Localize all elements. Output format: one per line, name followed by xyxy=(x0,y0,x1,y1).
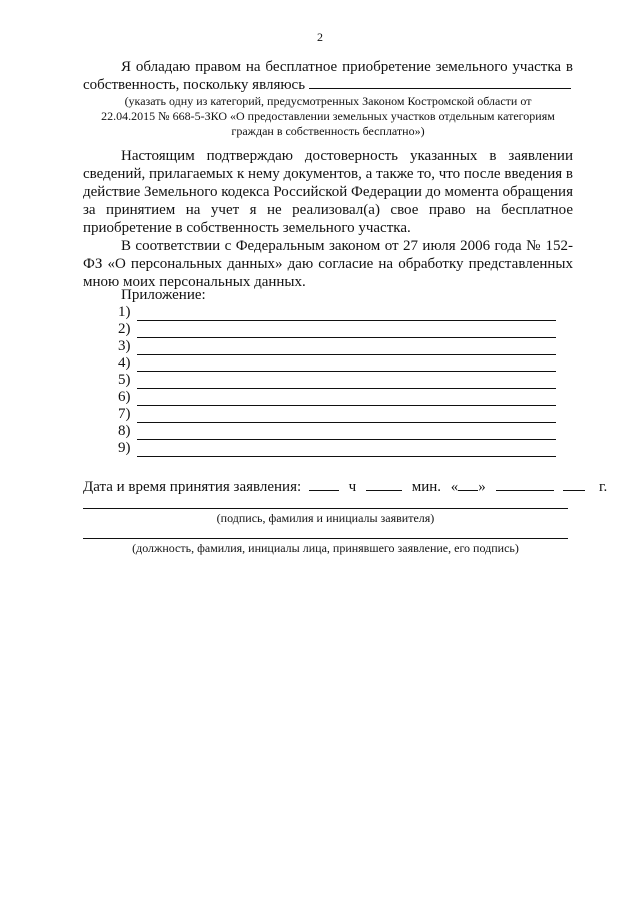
applicant-signature-caption: (подпись, фамилия и инициалы заявителя) xyxy=(216,511,435,525)
personal-data-paragraph xyxy=(83,237,573,291)
attachment-row xyxy=(118,406,556,423)
eligibility-note xyxy=(83,94,573,139)
quote-open: « xyxy=(450,479,459,495)
confirmation-paragraph xyxy=(83,147,573,237)
attachment-number: 9) xyxy=(118,440,131,456)
attachment-number: 3) xyxy=(118,338,131,354)
attachment-row xyxy=(118,304,556,321)
datetime-label: Дата и время принятия заявления: xyxy=(83,479,302,495)
attachment-number: 4) xyxy=(118,355,131,371)
attachment-field[interactable] xyxy=(137,392,556,406)
month-field[interactable] xyxy=(496,478,554,491)
receiver-signature-field[interactable] xyxy=(83,538,568,539)
attachment-field[interactable] xyxy=(137,307,556,321)
eligibility-note-line1: (указать одну из категорий, предусмотренных Законом Костромской области от xyxy=(124,94,532,108)
attachment-field[interactable] xyxy=(137,341,556,355)
acceptance-datetime xyxy=(83,478,608,496)
confirmation-text: Настоящим подтверждаю достоверность указанных в заявлении сведений, прилагаемых к нему документов, а также то, что после введения в действие Земельного кодекса Российской Федерации до момента обращения за принятием на учет я не реализовал(а) свое право на бесплатное приобретение в собственность земельного участка. xyxy=(83,148,573,236)
attachment-number: 7) xyxy=(118,406,131,422)
year-field[interactable] xyxy=(563,478,585,491)
minutes-unit: мин. xyxy=(411,479,441,495)
attachment-field[interactable] xyxy=(137,426,556,440)
day-field[interactable] xyxy=(458,478,478,491)
eligibility-note-line2: 22.04.2015 № 668-5-ЗКО «О предоставлении земельных участков отдельным категориям xyxy=(101,109,555,123)
attachment-number: 5) xyxy=(118,372,131,388)
attachment-field[interactable] xyxy=(137,409,556,423)
attachment-field[interactable] xyxy=(137,324,556,338)
attachment-row xyxy=(118,372,556,389)
attachment-row xyxy=(118,423,556,440)
eligibility-text: Я обладаю правом на бесплатное приобретение земельного участка в собственность, поскольку являюсь xyxy=(83,59,573,93)
attachment-row xyxy=(118,338,556,355)
hours-unit: ч xyxy=(348,479,357,495)
minutes-field[interactable] xyxy=(366,478,402,491)
attachment-number: 1) xyxy=(118,304,131,320)
attachment-row xyxy=(118,355,556,372)
attachment-field[interactable] xyxy=(137,358,556,372)
eligibility-note-line3: граждан в собственность бесплатно») xyxy=(231,124,425,138)
attachment-row xyxy=(118,440,556,457)
quote-close: » xyxy=(478,479,486,495)
applicant-signature-field[interactable] xyxy=(83,508,568,509)
hours-field[interactable] xyxy=(309,478,339,491)
attachment-field[interactable] xyxy=(137,375,556,389)
personal-data-text: В соответствии с Федеральным законом от 27 июля 2006 года № 152-ФЗ «О персональных данных» даю согласие на обработку представленных мною моих персональных данных. xyxy=(83,238,573,290)
attachment-number: 6) xyxy=(118,389,131,405)
attachment-number: 2) xyxy=(118,321,131,337)
eligibility-category-field[interactable] xyxy=(309,76,571,89)
page-number: 2 xyxy=(317,30,323,44)
attachment-field[interactable] xyxy=(137,443,556,457)
attachment-number: 8) xyxy=(118,423,131,439)
attachments-title: Приложение: xyxy=(121,287,206,303)
attachment-row xyxy=(118,389,556,406)
receiver-signature-caption: (должность, фамилия, инициалы лица, принявшего заявление, его подпись) xyxy=(132,541,519,555)
year-unit: г. xyxy=(599,479,608,495)
eligibility-paragraph xyxy=(83,58,573,94)
attachments-list xyxy=(118,304,556,457)
attachment-row xyxy=(118,321,556,338)
